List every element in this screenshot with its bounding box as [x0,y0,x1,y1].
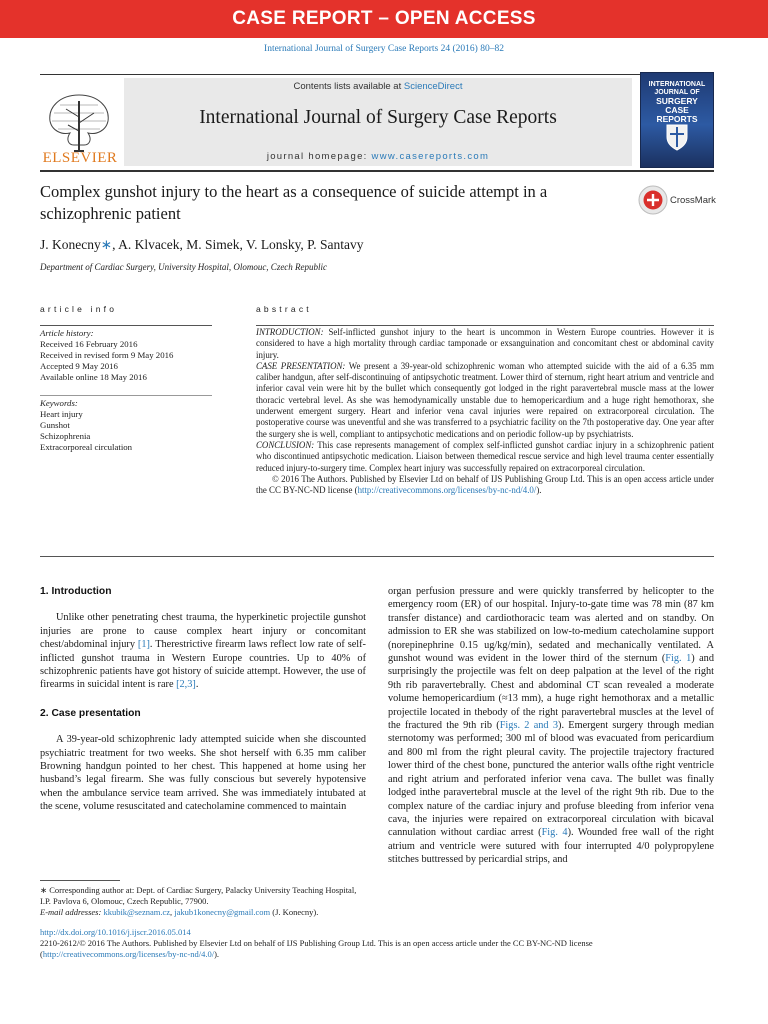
figure-link[interactable]: Fig. 4 [541,827,568,839]
email-link[interactable]: jakub1konecny@gmail.com [174,907,271,917]
license-link[interactable]: http://creativecommons.org/licenses/by-nc-nd/4.0/ [357,485,537,496]
journal-masthead [124,78,632,166]
article-info-heading: article info [40,304,118,314]
reference-link[interactable]: [1] [137,639,150,651]
abstract-rule-bottom [40,556,714,557]
journal-citation[interactable]: International Journal of Surgery Case Reports 24 (2016) 80–82 [264,44,504,54]
corresponding-author[interactable]: J. Konecny [40,237,101,252]
doi-and-license: http://dx.doi.org/10.1016/j.ijscr.2016.05.014 2210-2612/© 2016 The Authors. Published by Elsevier Ltd on behalf of IJS Publishing Group Ltd. This is an open access article under the CC BY-NC-ND license (http://creativecommons.org/licenses/by-nc-nd/4.0/). [40,927,714,960]
case-presentation-continued: organ perfusion pressure and were quickly transferred by helicopter to the emergency room (ER) of our hospital. Injury-to-gate time was 78 min (87 km transfer distance) and cardiothoracic team was alerted and on standby. On admission to ER she was stabilized on low-to-medium catecholamine support (norepinephrine 0.15 ug/kg/min), sedated and mechanically ventilated. A gunshot wound was evident in the lower third of the sternum (Fig. 1) and surprisingly the projectile was felt on deep palpation at the level of the right 9th rib paravertebrally. Chest and abdominal CT scan revealed a moderate volume hemopericardium (≈13 mm), a huge right hemothorax and a metallic projectile located in thebody of the right paravertebral muscles at the level of the fractured the 9th rib (Figs. 2 and 3). Emergent surgery through median sternotomy was performed; 300 ml of blood was evacuated from pericardium and 800 ml from the right pleural cavity. The projectile trajectory fractured lower third of the chest bone, punctured the anterior walls ofthe right ventricle and right atrium and perforated inferior vena cava. The bullet was finally lodged inthe paravertebral muscle at the level of the right 9th rib. Due to the complex nature of the cardiac injury and profuse bleeding from inferior vena cava, the injuries were repaired on extracorporeal circulation with bicaval cannulation without cardiac arrest (Fig. 4). Wounded free wall of the right atrium and ventricle were sutured with four interrupted 4/0 polypropylene stitches buttressed by pericardial strips, and [388,586,714,866]
shield-icon [665,123,689,151]
body-column-right [388,585,714,867]
keyword: Extracorporeal circulation [40,442,133,452]
figure-link[interactable]: Figs. 2 and 3 [499,720,559,732]
info-rule-top [40,325,212,326]
crossmark-label[interactable]: CrossMark [670,195,716,206]
masthead-top-rule [40,74,714,75]
body-column-left [40,585,366,814]
homepage-link[interactable]: www.casereports.com [371,151,490,162]
sciencedirect-link[interactable]: ScienceDirect [403,81,463,92]
keyword: Heart injury [40,409,83,419]
abstract-rule-top [256,325,714,326]
article-title: Complex gunshot injury to the heart as a consequence of suicide attempt in a schizophrenic patient [40,182,548,223]
doi-link[interactable]: http://dx.doi.org/10.1016/j.ijscr.2016.05.014 [40,927,191,937]
abstract-heading: abstract [256,304,312,314]
journal-cover-thumbnail: INTERNATIONAL JOURNAL OF SURGERY CASE REPORTS [640,72,714,168]
keyword: Schizophrenia [40,431,91,441]
license-link[interactable]: http://creativecommons.org/licenses/by-nc-nd/4.0/ [42,949,215,959]
abstract-text: INTRODUCTION: Self-inflicted gunshot injury to the heart is uncommon in Western Europe countries. However it is considered to have a high mortality through cardiac tamponade or exsanguination and concomitant chest or abdominal cavity injury. CASE PRESENTATION: We present a 39-year-old schizophrenic woman who attempted suicide with the aid of a 6.35 mm caliber handgun, after self-discontinuing of antipsychotic treatment. Lower third of sternum, right heart atrium and ventricle and inferior caval vein were hit by the bullet which consequently got lodged in the right paravertebral muscle mass at the lower thoracic vertebral level. As she was hemodynamically unstable due to hemopericardium and a huge right hemothorax, she underwent emergent surgery. Heart and inferior vena caval injuries were repaired on extracorporeal circulation. The postoperative course was uneventful and she was transferred to a psychiatric facility on the 7th postoperative day. One year after the surgery she is well, compliant to antipsychotic medications and on periodic follow-up by psychiatrists. CONCLUSION: This case represents management of complex self-inflicted gunshot cardiac injury in a schizophrenic patient who discontinued antipsychotic medication. Liaison between themedical rescue service and high level trauma center essentially reduced injury-to-surgery time. Complex heart injury was successfully repaired on extracorporeal circulation. © 2016 The Authors. Published by Elsevier Ltd on behalf of IJS Publishing Group Ltd. This is an open access article under the CC BY-NC-ND license (http://creativecommons.org/licenses/by-nc-nd/4.0/). [256,327,714,496]
elsevier-wordmark: ELSEVIER [42,150,118,166]
journal-homepage: journal homepage: www.casereports.com [266,151,490,162]
section-1-heading: 1. Introduction [40,586,112,597]
keywords-block: Keywords: Heart injury Gunshot Schizophrenia Extracorporeal circulation [40,398,212,453]
article-history: Article history: Received 16 February 2016 Received in revised form 9 May 2016 Accepted 9 May 2016 Available online 18 May 2016 [40,328,174,382]
email-link[interactable]: kkubik@seznam.cz [103,907,171,917]
journal-title: International Journal of Surgery Case Reports [199,107,557,128]
section-2-heading: 2. Case presentation [40,707,141,719]
case-report-banner: CASE REPORT – OPEN ACCESS [0,0,768,38]
section-2-paragraph: A 39-year-old schizophrenic lady attempted suicide when she discounted psychiatric treatment for two weeks. She shot herself with 6.35 mm caliber Browning handgun pointed to her chest. This happened at home using her husband’s legal firearm. She was fully conscious but severely hypotensive when the ambulance service team arrived. She was immediately intubated at the scene, volume resuscitated and catecholamine commenced to maintain [40,734,366,813]
keyword: Gunshot [40,420,70,430]
section-1-paragraph: Unlike other penetrating chest trauma, the hyperkinetic projectile gunshot injuries are prone to cause complex heart injury or concomitant chest/abdominal injury [1]. Therestrictive firearm laws reflect low rate of self-inflicted gunshot trauma in Western Europe countries. Up to 40% of schizophrenic patients have got history of suicide attempt. However, the use of firearms in suicidal intent is rare [2,3]. [40,612,366,691]
corresponding-author-marker[interactable]: ∗ [100,237,113,252]
masthead-bottom-rule [40,170,714,172]
affiliation: Department of Cardiac Surgery, University Hospital, Olomouc, Czech Republic [40,262,328,272]
author-list: J. Konecny∗, A. Klvacek, M. Simek, V. Lonsky, P. Santavy [40,237,364,252]
reference-link[interactable]: [2,3] [176,679,196,691]
figure-link[interactable]: Fig. 1 [665,653,692,665]
corresponding-author-footnote: ∗ Corresponding author at: Dept. of Cardiac Surgery, Palacky University Teaching Hospital, I.P. Pavlova 6, Olomouc, Czech Republic, 77900. E-mail addresses: kkubik@seznam.cz, jakub1konecny@gmail.com (J. Konecny). [40,880,368,918]
contents-line: Contents lists available at ScienceDirect [293,81,463,92]
info-rule-mid [40,395,212,396]
